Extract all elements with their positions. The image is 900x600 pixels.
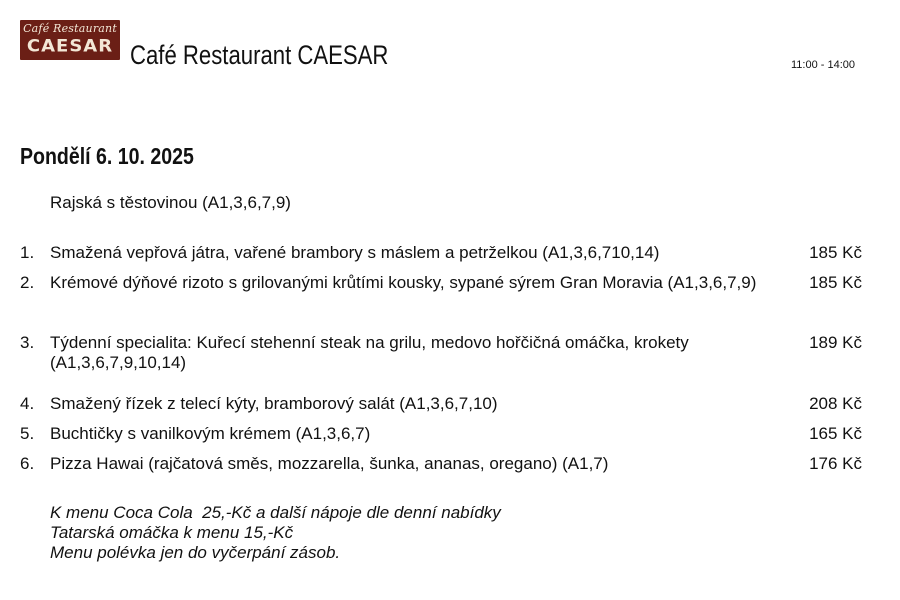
menu-item-dish: Krémové dýňové rizoto s grilovanými krůtími kousky, sypané sýrem Gran Moravia (A1,3,6,7,9)	[50, 273, 757, 292]
menu-date: Pondělí 6. 10. 2025	[20, 143, 194, 169]
menu-item-dish: Pizza Hawai (rajčatová směs, mozzarella, šunka, ananas, oregano) (A1,7)	[50, 454, 609, 473]
logo-wordmark: CAESAR	[26, 36, 114, 57]
menu-notes	[50, 503, 501, 563]
menu-item-price: 176 Kč	[809, 454, 862, 473]
menu-item-price: 185 Kč	[809, 273, 862, 292]
menu-item-price: 165 Kč	[809, 424, 862, 443]
menu-item-dish: Týdenní specialita: Kuřecí stehenní steak na grilu, medovo hořčičná omáčka, krokety (A1,3,6,7,9,10,14)	[50, 333, 689, 372]
note-line: Menu polévka jen do vyčerpání zásob.	[50, 543, 341, 562]
menu-item-price: 189 Kč	[809, 333, 862, 352]
menu-item-number: 3.	[20, 333, 35, 352]
menu-item-dish: Smažená vepřová játra, vařené brambory s máslem a petrželkou (A1,3,6,710,14)	[50, 243, 660, 262]
menu-item-number: 6.	[20, 454, 35, 473]
menu-item-price: 208 Kč	[809, 394, 862, 413]
menu-item-number: 5.	[20, 424, 35, 443]
menu-item-number: 4.	[20, 394, 35, 413]
menu-item-number: 1.	[20, 243, 35, 262]
page-title: Café Restaurant CAESAR	[130, 40, 389, 70]
logo-script-text: Café Restaurant	[23, 22, 117, 35]
note-line: K menu Coca Cola 25,-Kč a další nápoje dle denní nabídky	[50, 503, 501, 522]
note-line: Tatarská omáčka k menu 15,-Kč	[50, 523, 294, 542]
menu-item-price: 185 Kč	[809, 243, 862, 262]
menu-item-number: 2.	[20, 273, 35, 292]
menu-item-dish: Smažený řízek z telecí kýty, bramborový salát (A1,3,6,7,10)	[50, 394, 498, 413]
soup-of-day: Rajská s těstovinou (A1,3,6,7,9)	[50, 193, 291, 212]
restaurant-logo	[20, 20, 120, 60]
menu-item-dish: Buchtičky s vanilkovým krémem (A1,3,6,7)	[50, 424, 371, 443]
opening-hours: 11:00 - 14:00	[791, 59, 856, 71]
